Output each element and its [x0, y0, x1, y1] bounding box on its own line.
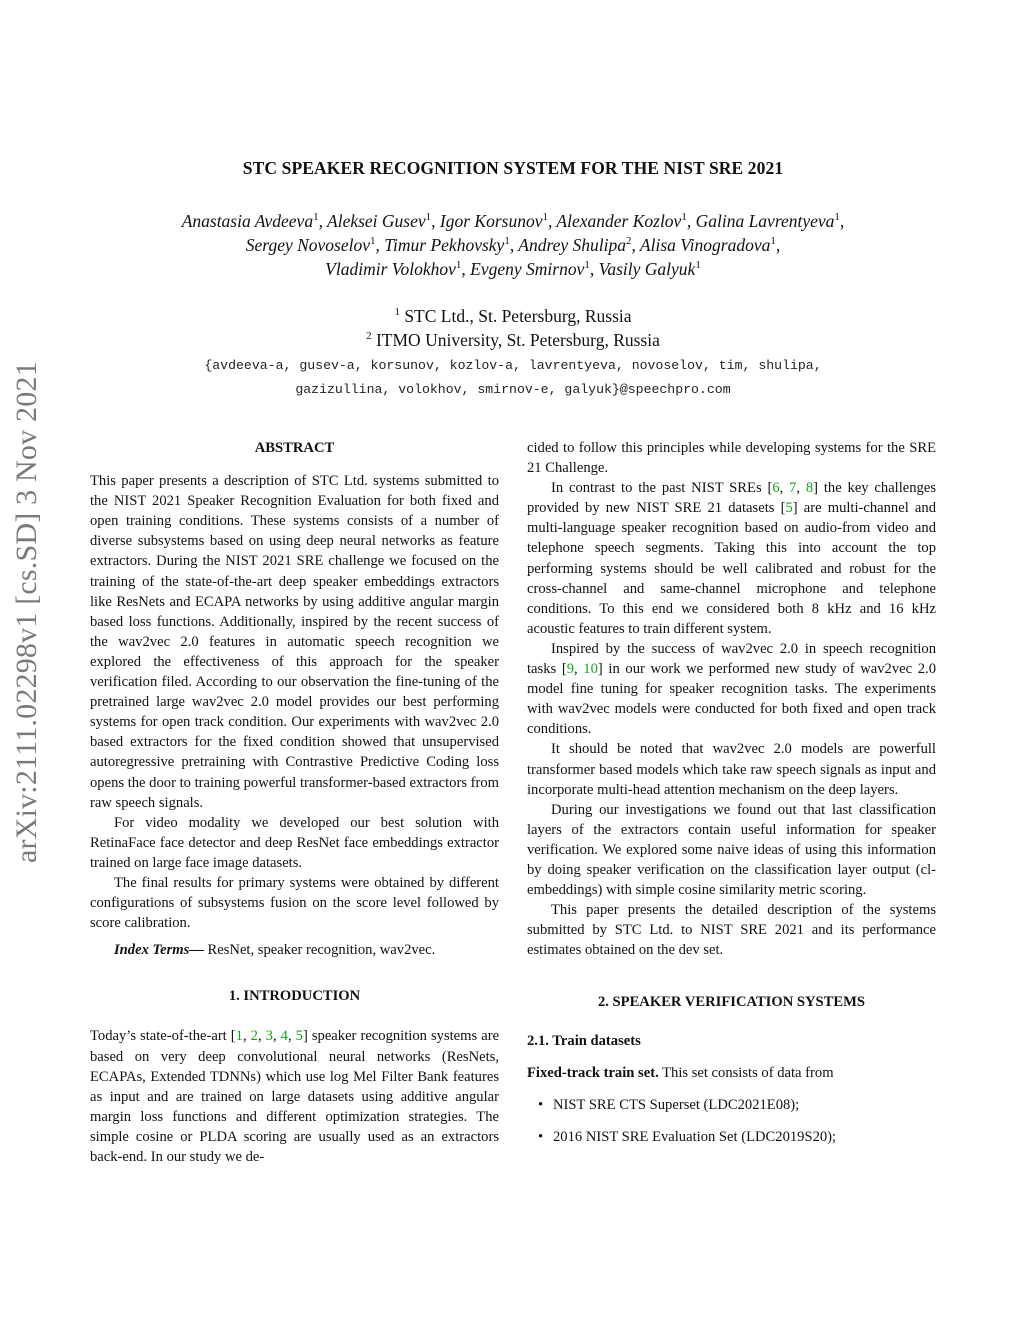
intro-paragraph: It should be noted that wav2vec 2.0 models are powerfull transformer based models which take raw speech signals as input and incorporate multi-head attention mechanism on the deep layers.: [527, 741, 936, 798]
citation-link[interactable]: 7: [789, 480, 797, 497]
intro-paragraph: This paper presents the detailed description of the systems submitted by STC Ltd. to NIST SRE 2021 and its performance estimates obtained on the dev set.: [527, 902, 936, 959]
author: Evgeny Smirnov$^1$: [470, 259, 590, 279]
fixed-track-paragraph: [527, 1063, 936, 1083]
email-line: gazizullina, volokhov, smirnov-e, galyuk}@speechpro.com: [295, 382, 731, 397]
email-line: {avdeeva-a, gusev-a, korsunov, kozlov-a, lavrentyeva, novoselov, tim, shulipa,: [204, 358, 822, 373]
index-terms-text: ResNet, speaker recognition, wav2vec.: [203, 942, 436, 959]
fixed-track-text: This set consists of data from: [658, 1064, 834, 1081]
subsection-heading: 2.1. Train datasets: [527, 1032, 641, 1049]
abstract-paragraph: This paper presents a description of STC Ltd. systems submitted to the NIST 2021 Speaker Recognition Evaluation for both fixed and open training conditions. These systems consists of a number of diverse subsystems based on using deep neural networks as feature extractors. During the NIST 2021 SRE challenge we focused on the training of the state-of-the-art deep speaker embeddings extractors like ResNets and ECAPA networks by using additive angular margin based loss functions. Additionally, inspired by the recent success of the wav2vec 2.0 features in automatic speech recognition we explored the effectiveness of this approach for the speaker verification filed. According to our observation the fine-tuning of the pretrained large wav2vec 2.0 model provides our best performing systems for open track condition. Our experiments with wav2vec 2.0 based extractors for the fixed condition showed that unsupervised autoregressive pretraining with Contrastive Predictive Coding loss opens the door to training powerful transformer-based extractors from raw speech signals.: [90, 473, 500, 811]
author: Vasily Galyuk$^1$: [598, 259, 701, 279]
introduction-heading: 1. INTRODUCTION: [228, 988, 361, 1005]
citation-link[interactable]: 3: [265, 1028, 273, 1045]
author: Galina Lavrentyeva$^1$: [695, 211, 840, 231]
list-item: • NIST SRE CTS Superset (LDC2021E08);: [527, 1095, 936, 1115]
arxiv-stamp: arXiv:2111.02298v1 [cs.SD] 3 Nov 2021: [10, 361, 43, 863]
citation-link[interactable]: 5: [295, 1028, 303, 1045]
intro-paragraph: During our investigations we found out that last classification layers of the extractors contain useful information for speaker verification. We explored some naive ideas of using this information by doing speaker verification on the classification layer output (cl-embeddings) with simple cosine similarity metric scoring.: [527, 801, 936, 899]
index-terms-label: Index Terms—: [114, 942, 204, 959]
citation-link[interactable]: 5: [785, 500, 793, 517]
paper-title: STC SPEAKER RECOGNITION SYSTEM FOR THE NIST SRE 2021: [242, 158, 784, 178]
author: Alexander Kozlov$^1$: [556, 211, 687, 231]
section2-heading: 2. SPEAKER VERIFICATION SYSTEMS: [597, 994, 866, 1011]
citation-link[interactable]: 10: [583, 661, 598, 678]
affiliation: $^2$ ITMO University, St. Petersburg, Russia: [366, 330, 660, 350]
author: Igor Korsunov$^1$: [439, 211, 548, 231]
email-block: [90, 354, 936, 402]
intro-paragraph: In contrast to the past NIST SREs [6, 7, 8] the key challenges provided by new NIST SRE 21 datasets [5] are multi-channel and multi-language speaker recognition based on audio-from video and telephone speech segments. Taking this into account the top performing systems should be well calibrated and robust for the cross-channel and same-channel microphone and telephone conditions. To this end we considered both 8 kHz and 16 kHz acoustic features to train different system.: [527, 480, 937, 637]
dataset-list: [527, 1095, 936, 1147]
affiliation: $^1$ STC Ltd., St. Petersburg, Russia: [394, 306, 632, 326]
author: Sergey Novoselov$^1$: [245, 235, 376, 255]
citation-link[interactable]: 8: [805, 480, 814, 497]
citation-link[interactable]: 2: [250, 1028, 258, 1045]
intro-paragraph: Today’s state-of-the-art [1, 2, 3, 4, 5] speaker recognition systems are based on very deep convolutional neural networks (ResNets, ECAPAs, Extended TDNNs) which use log Mel Filter Bank features as input and are trained on large datasets using additive angular margin loss functions and different optimization strategies. The simple cosine or PLDA scoring are usually used as an extractors back-end. In our study we de-: [90, 1028, 500, 1165]
intro-paragraph: Inspired by the success of wav2vec 2.0 in speech recognition tasks [9, 10] in our work we performed new study of wav2vec 2.0 model fine tuning for speaker recognition tasks. The experiments with wav2vec models were conducted for both fixed and open track conditions.: [527, 640, 936, 738]
abstract-paragraph: The final results for primary systems were obtained by different configurations of subsystems fusion on the score level followed by score calibration.: [90, 874, 499, 932]
author: Anastasia Avdeeva$^1$: [181, 211, 319, 231]
author: Andrey Shulipa$^2$: [518, 235, 632, 255]
citation-link[interactable]: 6: [772, 480, 780, 497]
affiliations: [90, 304, 936, 352]
author: Alisa Vinogradova$^1$: [639, 235, 776, 255]
citation-link[interactable]: 1: [235, 1028, 243, 1045]
intro-paragraph: cided to follow this principles while developing systems for the SRE 21 Challenge.: [527, 440, 936, 477]
author: Aleksei Gusev$^1$: [327, 211, 432, 231]
right-column: [527, 438, 936, 1147]
abstract-heading: ABSTRACT: [254, 440, 335, 456]
list-item: • 2016 NIST SRE Evaluation Set (LDC2019S20);: [527, 1127, 936, 1147]
fixed-track-label: Fixed-track train set.: [527, 1064, 659, 1081]
left-column: [90, 438, 499, 1167]
author-list: Anastasia Avdeeva$^1$, Aleksei Gusev$^1$, Igor Korsunov$^1$, Alexander Kozlov$^1$, Galina Lavrentyeva$^1$, Sergey Novoselov$^1$, Timur Pekhovsky$^1$, Andrey Shulipa$^2$, Alisa Vinogradova$^1$, Vladimir Volokhov$^1$, Evgeny Smirnov$^1$, Vasily Galyuk$^1$: [181, 211, 845, 279]
author: Timur Pekhovsky$^1$: [384, 235, 510, 255]
abstract-paragraph: For video modality we developed our best solution with RetinaFace face detector and deep ResNet face embeddings extractor trained on large face image datasets.: [90, 814, 499, 871]
citation-link[interactable]: 9: [566, 661, 574, 678]
index-terms: [90, 940, 499, 960]
citation-link[interactable]: 4: [280, 1028, 288, 1045]
author: Vladimir Volokhov$^1$: [325, 259, 462, 279]
